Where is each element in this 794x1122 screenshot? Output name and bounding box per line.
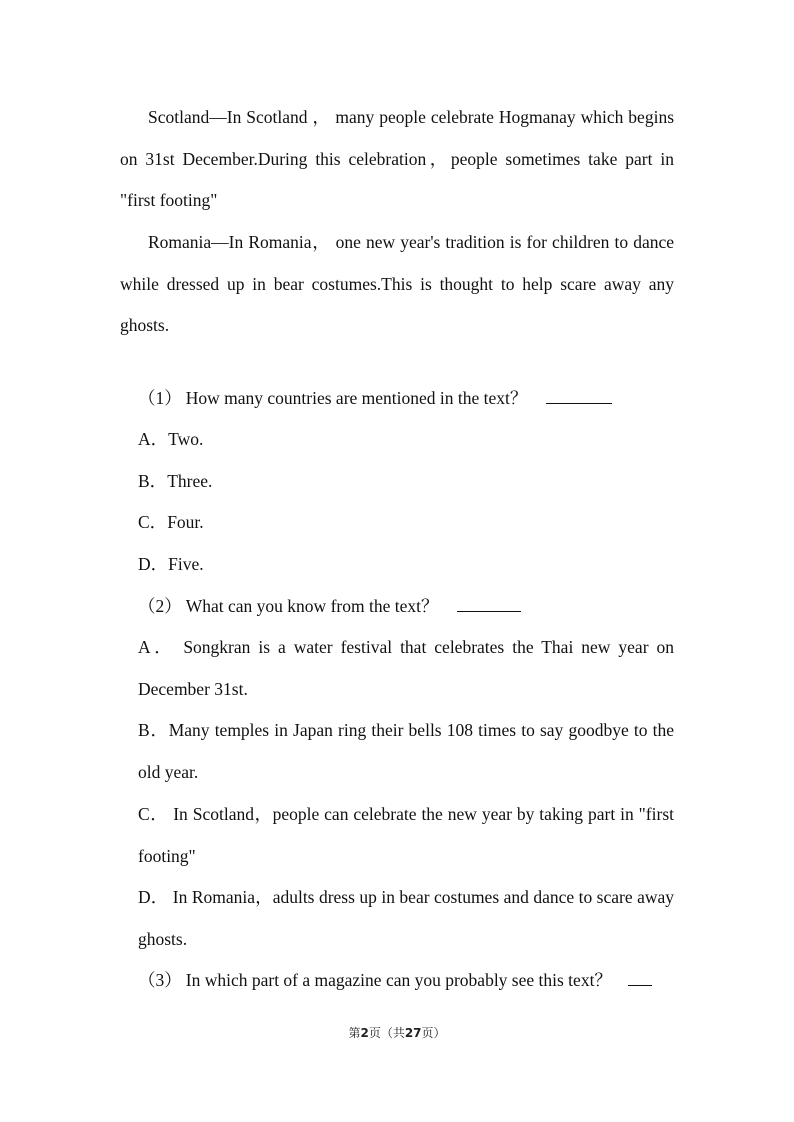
question-3-text: In which part of a magazine can you probably see this text？: [185, 970, 612, 990]
option-letter: B．: [138, 720, 169, 740]
option-letter: C．: [138, 512, 168, 532]
question-1: [138, 378, 674, 420]
footer-suffix: 页）: [421, 1026, 446, 1040]
question-2-option-a[interactable]: [138, 627, 674, 710]
footer-total-pages: 27: [404, 1026, 422, 1040]
passage-paragraph-romania: Romania—In Romania， one new year's tradition is for children to dance while dressed up in bear costumes.This is thought to help scare away any ghosts.: [120, 232, 674, 335]
option-text: In Romania，adults dress up in bear costumes and dance to scare away ghosts.: [138, 887, 674, 949]
footer-prefix: 第: [348, 1026, 361, 1040]
answer-blank-2[interactable]: [457, 597, 521, 612]
option-text: Four.: [167, 512, 204, 532]
question-3-number: （3）: [138, 970, 182, 990]
option-letter: D．: [138, 887, 169, 907]
question-1-number: （1）: [138, 388, 182, 408]
option-text: Two.: [168, 429, 204, 449]
question-3: [138, 960, 674, 1002]
question-2-text: What can you know from the text？: [185, 596, 439, 616]
question-1-option-b[interactable]: [138, 461, 674, 503]
option-letter: C．: [138, 804, 169, 824]
question-1-option-a[interactable]: [138, 419, 674, 461]
question-1-text: How many countries are mentioned in the text？: [185, 388, 528, 408]
option-text: Three.: [167, 471, 213, 491]
option-letter: A．: [138, 429, 169, 449]
answer-blank-1[interactable]: [546, 389, 612, 404]
question-2-number: （2）: [138, 596, 182, 616]
question-1-option-d[interactable]: [138, 544, 674, 586]
option-text: Five.: [168, 554, 204, 574]
option-text: Songkran is a water festival that celebrates the Thai new year on December 31st.: [138, 637, 675, 699]
question-2-option-b[interactable]: [138, 710, 674, 793]
question-2-option-d[interactable]: [138, 877, 674, 960]
question-2-option-c[interactable]: [138, 794, 674, 877]
option-letter: D．: [138, 554, 169, 574]
answer-blank-3[interactable]: [628, 971, 652, 986]
option-letter: B．: [138, 471, 168, 491]
passage-paragraph-scotland: Scotland—In Scotland ， many people celebrate Hogmanay which begins on 31st December.During this celebration，people sometimes take part in "first footing": [120, 107, 674, 210]
option-text: Many temples in Japan ring their bells 108 times to say goodbye to the old year.: [138, 720, 674, 782]
option-letter: A．: [138, 637, 176, 657]
question-2: [138, 586, 674, 628]
option-text: In Scotland，people can celebrate the new year by taking part in "first footing": [138, 804, 674, 866]
footer-page-number: 2: [360, 1026, 369, 1040]
footer-middle: 页（共: [368, 1026, 405, 1040]
question-1-option-c[interactable]: [138, 502, 674, 544]
page-footer: [0, 1024, 794, 1041]
